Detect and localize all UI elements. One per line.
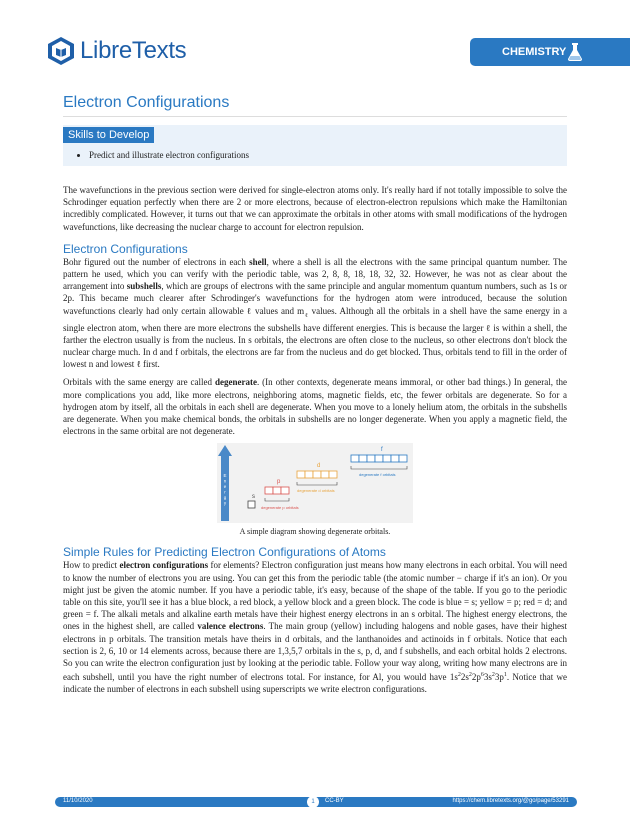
intro-paragraph: The wavefunctions in the previous section were derived for single-electron atoms only. It's really hard if not totally impossible to solve the Schrodinger equation perfectly when there are 2 or more electrons, because of electron-electron repulsions which make the Hamiltonian incredibly complicated. However, it turns out that we can approximate the orbitals in other atoms with small modifications of the hydrogen wavefunctions, like decreasing the nuclear charge to account for electron repulsion.	[63, 185, 567, 232]
footer-license[interactable]: CC-BY	[325, 798, 344, 804]
section-heading-simple-rules: Simple Rules for Predicting Electron Configurations of Atoms	[63, 545, 386, 560]
footer-date: 11/10/2020	[63, 798, 93, 804]
skills-title: Skills to Develop	[63, 127, 154, 143]
d-orbital-boxes	[297, 471, 337, 478]
skills-list	[63, 150, 567, 160]
figure-caption: A simple diagram showing degenerate orbitals.	[239, 527, 391, 537]
shell-paragraph: Bohr figured out the number of electrons in each shell, where a shell is all the electrons with the same principal quantum number. The pattern he used, which you can verify with the periodic table, was 2, 8, 8, 18, 18, 32, 32. However, he was not as clear about the arrangement into subshells, which are groups of electrons with the same principle and angular momentum quantum numbers, such as 1s or 2p. This became much clearer after Schrodinger's wavefunctions for the hydrogen atom were introduced, because the solution wavefunctions clearly had only certain allowable ℓ values and $m_\ell$ values. Although all the orbitals in a shell have the same energy in a single electron atom, when there are more electrons the subshells have different energies. This is because the larger ℓ is within a shell, the farther the electron usually is from the nucleus. In s orbitals, the electrons are often close to the nucleus, so other electrons don't block the nuclear charge much. In d and f orbitals, the electrons are far from the nucleus and do get blocked. Thus, orbitals tend to fill in the order of lowest n and lowest ℓ first.	[63, 256, 567, 370]
skills-box	[63, 125, 567, 166]
term-electron-configurations: electron configurations	[119, 560, 209, 571]
page-number: 1	[307, 796, 319, 808]
footer-url[interactable]: https://chem.libretexts.org/@go/page/53291	[452, 798, 569, 804]
orbital-diagram	[217, 443, 413, 523]
rules-paragraph: How to predict electron configurations for elements? Electron configuration just means how many electrons in each orbital. You will need to know the number of electrons you are using. You can get this from the periodic table (the atomic number − charge if it's an ion). Or you might just be given the atomic number. If you have a periodic table, it's easy, because of the shape of the table. If you go to the periodic table on this site, you'll see it has a blue block, a red block, a yellow block and a green block. The code is blue = s; yellow = p; red = d; and green = f. The alkali metals and alkaline earth metals have their highest energy electrons in an s orbital. The highest energy electrons, the ones in the highest shell, are called valence electrons. The main group (yellow) including halogens and noble gases, have their highest electrons in p orbitals. The transition metals have theirs in d orbitals, and the lanthanoides and actinoids in f orbitals. Notice that each section is 2, 6, 10 or 14 elements across, because there are 1,3,5,7 orbitals in the s, p, d, and f subshells, and each orbital holds 2 electrons. So you can write the electron configuration just by looking at the periodic table. Follow your way along, writing how many electrons are in each subshell, until you have the right number of electrons total. For instance, for Al, you would have $1s^22s^22p^63s^23p^1$. Notice that we indicate the number of electrons in each subshell using superscripts we write electron configurations.	[63, 560, 568, 695]
subject-bar	[586, 38, 630, 66]
flask-icon	[566, 42, 584, 62]
page-footer	[55, 797, 577, 807]
term-shell: shell	[249, 256, 267, 267]
degenerate-f-label: degenerate f orbitals	[359, 472, 396, 478]
libretexts-logo-icon	[46, 36, 76, 66]
energy-axis-label: E n e r g y	[223, 473, 227, 506]
label-p: p	[277, 479, 281, 486]
page-header	[0, 0, 630, 90]
skills-item: • Predict and illustrate electron configurations	[89, 150, 567, 160]
s-orbital-box	[248, 501, 255, 508]
label-s: s	[252, 494, 255, 501]
degenerate-d-label: degenerate d orbitals	[297, 488, 335, 494]
term-subshells: subshells	[126, 281, 162, 292]
page-title: Electron Configurations	[63, 92, 567, 117]
f-orbital-boxes	[351, 455, 407, 462]
libretexts-logo[interactable]	[46, 36, 186, 66]
term-valence-electrons: valence electrons	[197, 621, 264, 632]
subject-badge[interactable]: CHEMISTRY	[470, 38, 586, 66]
section-heading-electron-configurations: Electron Configurations	[63, 241, 188, 256]
term-degenerate: degenerate	[214, 377, 257, 388]
degenerate-orbitals-figure	[217, 443, 413, 523]
p-orbital-boxes	[265, 487, 289, 494]
logo-text: LibreTexts	[80, 37, 187, 64]
label-d: d	[317, 463, 321, 470]
degenerate-p-label: degenerate p orbitals	[261, 505, 299, 511]
page-content	[63, 92, 567, 696]
degenerate-paragraph: Orbitals with the same energy are called degenerate. (In other contexts, degenerate means immoral, or other bad things.) In general, the more complications you add, like more electrons, neighboring atoms, magnetic fields, etc, the fewer orbitals are degenerate. So for a hydrogen atom by itself, all the orbitals in each shell are degenerate. When you move to a lonely helium atom, the orbitals in the subshells are degenerate. When you make chemical bonds, the orbitals in subshells are no longer degenerate. When you apply a magnetic field, the electrons in the same orbital are not degenerate.	[63, 377, 567, 437]
label-f: f	[381, 447, 383, 454]
